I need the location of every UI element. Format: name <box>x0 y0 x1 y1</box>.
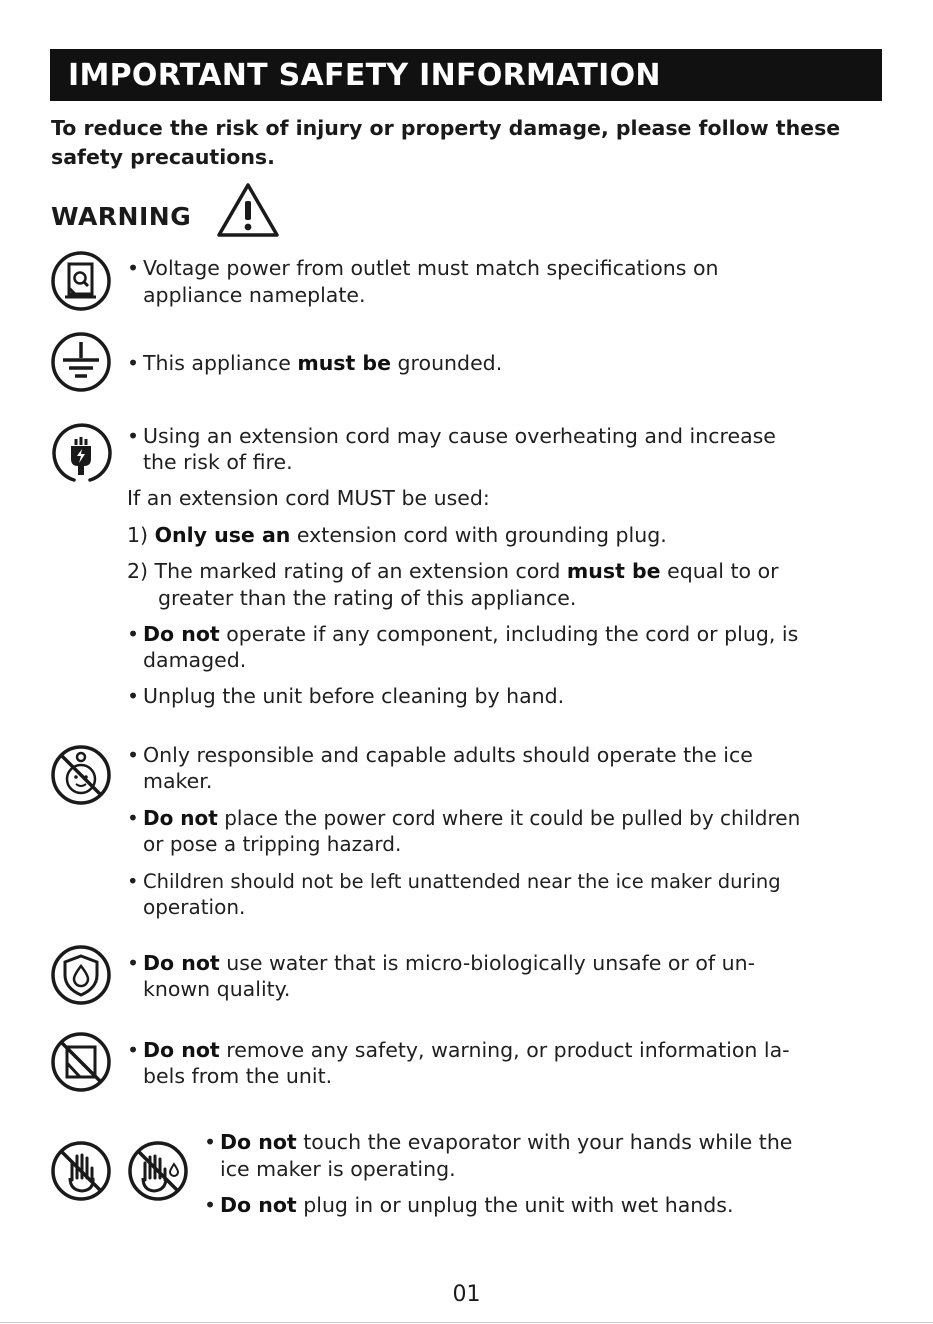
no-label-removal-icon <box>50 1031 112 1093</box>
adults-line-2: maker. <box>143 769 213 793</box>
damaged-bold: Do not <box>143 622 220 646</box>
bottom-divider <box>0 1322 933 1323</box>
ground-pre: This appliance <box>143 351 298 375</box>
labels-bold: Do not <box>143 1038 220 1062</box>
warning-triangle-icon <box>215 181 281 239</box>
water-bold: Do not <box>143 951 220 975</box>
warning-heading: WARNING <box>51 202 192 231</box>
labels-line-2: bels from the unit. <box>143 1064 333 1088</box>
cord-post: place the power cord where it could be pulled by children <box>217 806 801 830</box>
bullet: • <box>127 1038 140 1062</box>
adults-line-1: Only responsible and capable adults should operate the ice <box>143 743 753 767</box>
no-touch-hand-icon <box>50 1140 112 1202</box>
rule2-pre: 2) The marked rating of an extension cord <box>127 559 567 583</box>
bullet: • <box>127 870 139 893</box>
bullet: • <box>127 351 140 375</box>
page-title-bar <box>50 49 882 101</box>
bullet: • <box>127 424 140 448</box>
nameplate-icon <box>50 250 112 312</box>
extension-line-1: Using an extension cord may cause overheating and increase <box>143 424 776 448</box>
page-number: 01 <box>452 1282 481 1307</box>
labels-post: remove any safety, warning, or product information la- <box>219 1038 790 1062</box>
cord-bold: Do not <box>143 806 218 830</box>
rule1-number: 1) <box>127 523 155 547</box>
voltage-line-2: appliance nameplate. <box>143 283 366 307</box>
rule2-post: equal to or <box>660 559 779 583</box>
page-title: IMPORTANT SAFETY INFORMATION <box>68 58 661 93</box>
unplug-text: Unplug the unit before cleaning by hand. <box>143 684 565 708</box>
bullet: • <box>127 622 140 646</box>
rule2-bold: must be <box>566 559 661 583</box>
extension-line-2: the risk of fire. <box>143 450 293 474</box>
bullet: • <box>127 806 139 830</box>
no-wet-hands-icon <box>127 1140 189 1202</box>
water-line-2: known quality. <box>143 977 291 1001</box>
unattended-line-1: Children should not be left unattended near the ice maker during <box>143 870 781 893</box>
extension-must-used: If an extension cord MUST be used: <box>127 486 490 510</box>
ground-icon <box>50 331 112 393</box>
rule1-bold: Only use an <box>154 523 291 547</box>
touch-post: touch the evaporator with your hands while the <box>296 1130 793 1154</box>
unattended-line-2: operation. <box>143 895 246 919</box>
rule1-post: extension cord with grounding plug. <box>290 523 667 547</box>
bullet: • <box>127 951 140 975</box>
wet-post: plug in or unplug the unit with wet hands. <box>296 1193 734 1217</box>
intro-text: To reduce the risk of injury or property damage, please follow these safety precautions. <box>51 116 841 169</box>
voltage-line-1: Voltage power from outlet must match specifications on <box>143 256 719 280</box>
ground-post: grounded. <box>391 351 503 375</box>
plug-icon <box>50 423 112 485</box>
touch-line-2: ice maker is operating. <box>220 1157 456 1181</box>
damaged-post: operate if any component, including the cord or plug, is <box>219 622 799 646</box>
bullet: • <box>127 684 140 708</box>
rule2-line-2: greater than the rating of this appliance. <box>158 586 577 610</box>
bullet: • <box>127 256 140 280</box>
no-children-icon <box>50 744 112 806</box>
touch-bold: Do not <box>220 1130 297 1154</box>
water-post: use water that is micro-biologically unsafe or of un- <box>219 951 756 975</box>
bullet: • <box>204 1130 217 1154</box>
bullet: • <box>127 743 140 767</box>
water-drop-shield-icon <box>50 944 112 1006</box>
bullet: • <box>204 1193 217 1217</box>
damaged-line-2: damaged. <box>143 648 247 672</box>
wet-bold: Do not <box>220 1193 297 1217</box>
ground-bold: must be <box>297 351 392 375</box>
cord-line-2: or pose a tripping hazard. <box>143 832 402 856</box>
